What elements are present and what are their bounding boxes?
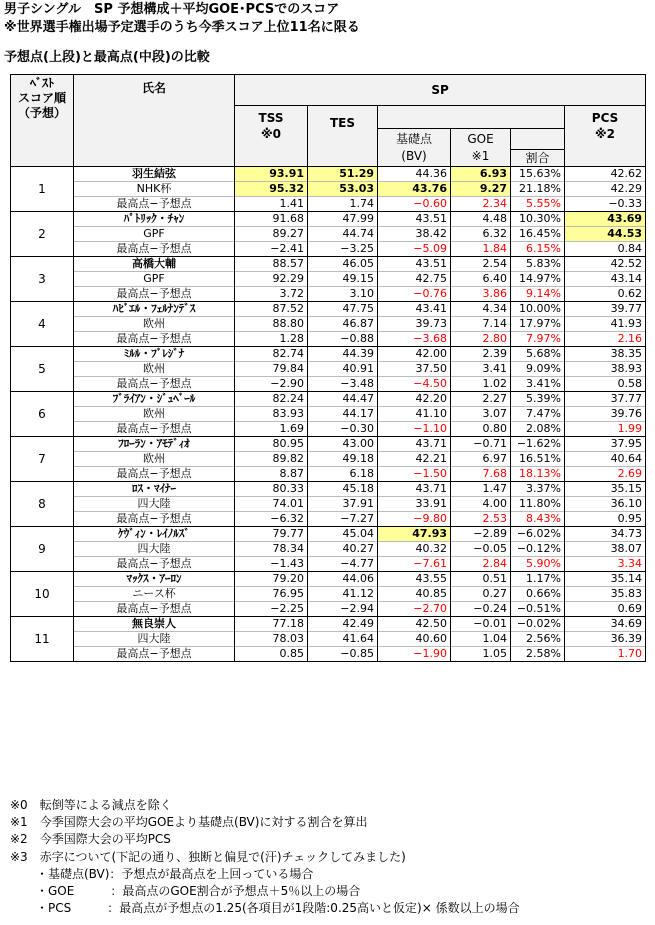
diff-value: 6.18: [308, 467, 378, 482]
pred-value: 5.39%: [511, 392, 565, 407]
diff-value: 3.41%: [511, 377, 565, 392]
table-row: [11, 407, 646, 422]
best-value: −0.12%: [511, 542, 565, 557]
bv-header: 基礎点 (BV): [378, 129, 451, 167]
diff-label: 最高点−予想点: [74, 242, 235, 257]
best-value: 40.91: [308, 362, 378, 377]
best-value: 6.40: [451, 272, 511, 287]
best-event: GPF: [74, 227, 235, 242]
diff-value: −0.85: [308, 647, 378, 662]
table-row: [11, 167, 646, 182]
pred-value: −2.89: [451, 527, 511, 542]
diff-label: 最高点−予想点: [74, 647, 235, 662]
table-row: [11, 587, 646, 602]
pred-value: 43.55: [378, 572, 451, 587]
diff-value: −1.50: [378, 467, 451, 482]
pcs-header: PCS ※2: [565, 106, 646, 167]
best-value: 16.45%: [511, 227, 565, 242]
diff-value: 2.84: [451, 557, 511, 572]
skater-name: 無良崇人: [74, 617, 235, 632]
pred-value: 6.93: [451, 167, 511, 182]
diff-value: −0.60: [378, 197, 451, 212]
pred-value: 79.20: [235, 572, 308, 587]
rank-cell: 2: [11, 212, 74, 257]
pred-value: 82.74: [235, 347, 308, 362]
rank-cell: 6: [11, 392, 74, 437]
pred-value: 87.52: [235, 302, 308, 317]
diff-value: −4.50: [378, 377, 451, 392]
best-value: 40.27: [308, 542, 378, 557]
diff-label: 最高点−予想点: [74, 332, 235, 347]
pred-value: 45.04: [308, 527, 378, 542]
pred-value: 42.49: [308, 617, 378, 632]
best-value: 33.91: [378, 497, 451, 512]
best-event: ニース杯: [74, 587, 235, 602]
diff-value: 8.87: [235, 467, 308, 482]
pred-value: 1.17%: [511, 572, 565, 587]
best-value: 49.18: [308, 452, 378, 467]
pred-value: 47.93: [378, 527, 451, 542]
best-value: 92.29: [235, 272, 308, 287]
pred-value: 38.35: [565, 347, 646, 362]
pred-value: 43.51: [378, 212, 451, 227]
best-value: 21.18%: [511, 182, 565, 197]
best-value: 7.47%: [511, 407, 565, 422]
pred-value: 5.83%: [511, 257, 565, 272]
best-value: 1.04: [451, 632, 511, 647]
best-value: 7.14: [451, 317, 511, 332]
skater-name: 高橋大輔: [74, 257, 235, 272]
pred-value: 46.05: [308, 257, 378, 272]
skater-name: ﾌﾛｰﾗﾝ・ｱﾓﾃﾞｨｵ: [74, 437, 235, 452]
pred-value: 42.62: [565, 167, 646, 182]
skater-name: ﾏｯｸｽ・ｱｰﾛﾝ: [74, 572, 235, 587]
best-value: 42.75: [378, 272, 451, 287]
diff-value: 3.72: [235, 287, 308, 302]
table-row: [11, 467, 646, 482]
diff-value: 0.58: [565, 377, 646, 392]
pred-value: −6.02%: [511, 527, 565, 542]
best-value: 4.00: [451, 497, 511, 512]
rank-cell: 11: [11, 617, 74, 662]
best-event: GPF: [74, 272, 235, 287]
table-caption: 予想点(上段)と最高点(中段)の比較: [4, 50, 210, 65]
diff-value: 2.53: [451, 512, 511, 527]
best-value: 38.42: [378, 227, 451, 242]
table-row: [11, 632, 646, 647]
diff-value: 1.70: [565, 647, 646, 662]
diff-value: −0.88: [308, 332, 378, 347]
pred-value: 51.29: [308, 167, 378, 182]
best-event: 欧州: [74, 407, 235, 422]
best-value: 53.03: [308, 182, 378, 197]
rank-cell: 3: [11, 257, 74, 302]
best-value: 35.83: [565, 587, 646, 602]
best-value: 3.07: [451, 407, 511, 422]
tes-header: TES: [308, 106, 378, 167]
rank-cell: 7: [11, 437, 74, 482]
best-value: 78.34: [235, 542, 308, 557]
diff-value: −0.30: [308, 422, 378, 437]
diff-value: 0.62: [565, 287, 646, 302]
table-row: [11, 572, 646, 587]
best-value: 44.53: [565, 227, 646, 242]
diff-label: 最高点−予想点: [74, 602, 235, 617]
pred-value: 44.39: [308, 347, 378, 362]
pred-value: 34.73: [565, 527, 646, 542]
note-0: ※0 転倒等による減点を除く: [10, 798, 172, 812]
pred-value: 2.39: [451, 347, 511, 362]
diff-value: −2.90: [235, 377, 308, 392]
best-value: 40.85: [378, 587, 451, 602]
pred-value: 35.14: [565, 572, 646, 587]
pred-value: 88.57: [235, 257, 308, 272]
diff-value: −3.25: [308, 242, 378, 257]
diff-label: 最高点−予想点: [74, 422, 235, 437]
score-table: [10, 74, 646, 662]
skater-name: ﾛｽ・ﾏｲﾅｰ: [74, 482, 235, 497]
best-value: 38.93: [565, 362, 646, 377]
diff-label: 最高点−予想点: [74, 467, 235, 482]
best-event: 四大陸: [74, 632, 235, 647]
pred-value: 47.75: [308, 302, 378, 317]
table-row: [11, 497, 646, 512]
table-row: [11, 317, 646, 332]
best-event: 四大陸: [74, 542, 235, 557]
diff-value: 7.68: [451, 467, 511, 482]
diff-value: −0.76: [378, 287, 451, 302]
pred-value: 1.47: [451, 482, 511, 497]
best-value: 43.14: [565, 272, 646, 287]
best-value: 40.64: [565, 452, 646, 467]
pred-value: 42.50: [378, 617, 451, 632]
best-value: 16.51%: [511, 452, 565, 467]
ratio-top-header: [511, 129, 565, 150]
best-value: −0.05: [451, 542, 511, 557]
diff-value: −4.77: [308, 557, 378, 572]
table-row: [11, 482, 646, 497]
diff-value: 3.10: [308, 287, 378, 302]
best-value: 0.66%: [511, 587, 565, 602]
diff-value: 9.14%: [511, 287, 565, 302]
diff-value: −2.70: [378, 602, 451, 617]
diff-value: −2.94: [308, 602, 378, 617]
diff-value: 1.84: [451, 242, 511, 257]
table-row: [11, 422, 646, 437]
diff-label: 最高点−予想点: [74, 557, 235, 572]
pred-value: 42.00: [378, 347, 451, 362]
best-value: 11.80%: [511, 497, 565, 512]
diff-value: 2.80: [451, 332, 511, 347]
skater-name: ﾊﾟﾄﾘｯｸ・ﾁｬﾝ: [74, 212, 235, 227]
note-3: ※3 赤字について(下記の通り、独断と偏見で(汗)チェックしてみました): [10, 850, 406, 864]
pred-value: 5.68%: [511, 347, 565, 362]
pred-value: −0.02%: [511, 617, 565, 632]
pred-value: −1.62%: [511, 437, 565, 452]
diff-value: 8.43%: [511, 512, 565, 527]
diff-value: 0.85: [235, 647, 308, 662]
pred-value: 0.51: [451, 572, 511, 587]
rank-cell: 8: [11, 482, 74, 527]
best-value: 46.87: [308, 317, 378, 332]
diff-value: −2.41: [235, 242, 308, 257]
best-value: 42.21: [378, 452, 451, 467]
best-event: NHK杯: [74, 182, 235, 197]
pred-value: 2.54: [451, 257, 511, 272]
diff-value: −1.90: [378, 647, 451, 662]
pred-value: 47.99: [308, 212, 378, 227]
best-value: 41.93: [565, 317, 646, 332]
diff-value: −7.27: [308, 512, 378, 527]
skater-name: 羽生結弦: [74, 167, 235, 182]
diff-label: 最高点−予想点: [74, 512, 235, 527]
diff-value: 1.74: [308, 197, 378, 212]
diff-value: −0.33: [565, 197, 646, 212]
table-row: [11, 557, 646, 572]
tss-header: TSS ※0: [235, 106, 308, 167]
table-row: [11, 362, 646, 377]
sp-header: SP: [235, 75, 646, 106]
best-value: 41.12: [308, 587, 378, 602]
ratio-header: 割合: [511, 150, 565, 167]
pred-value: 15.63%: [511, 167, 565, 182]
best-value: 43.76: [378, 182, 451, 197]
best-value: 37.91: [308, 497, 378, 512]
skater-name: ﾊﾋﾞｴﾙ・ﾌｪﾙﾅﾝﾃﾞｽ: [74, 302, 235, 317]
diff-value: 6.15%: [511, 242, 565, 257]
best-value: 88.80: [235, 317, 308, 332]
table-row: [11, 452, 646, 467]
pred-value: 43.51: [378, 257, 451, 272]
pred-value: 2.27: [451, 392, 511, 407]
pred-value: 77.18: [235, 617, 308, 632]
pred-value: 45.18: [308, 482, 378, 497]
diff-label: 最高点−予想点: [74, 377, 235, 392]
best-value: 89.27: [235, 227, 308, 242]
table-row: [11, 257, 646, 272]
best-value: 37.50: [378, 362, 451, 377]
best-value: 39.73: [378, 317, 451, 332]
pred-value: 44.36: [378, 167, 451, 182]
rank-cell: 9: [11, 527, 74, 572]
pred-value: 80.95: [235, 437, 308, 452]
diff-value: 2.34: [451, 197, 511, 212]
table-row: [11, 602, 646, 617]
best-value: 41.64: [308, 632, 378, 647]
best-value: 49.15: [308, 272, 378, 287]
skater-name: ﾌﾞﾗｲｱﾝ・ｼﾞｭﾍﾞｰﾙ: [74, 392, 235, 407]
diff-value: 0.84: [565, 242, 646, 257]
best-value: 78.03: [235, 632, 308, 647]
table-row: [11, 302, 646, 317]
diff-value: 0.95: [565, 512, 646, 527]
pred-value: 80.33: [235, 482, 308, 497]
pred-value: 93.91: [235, 167, 308, 182]
pred-value: −0.01: [451, 617, 511, 632]
pred-value: 10.00%: [511, 302, 565, 317]
table-row: [11, 647, 646, 662]
best-value: 17.97%: [511, 317, 565, 332]
rank-cell: 5: [11, 347, 74, 392]
rank-cell: 10: [11, 572, 74, 617]
diff-value: −6.32: [235, 512, 308, 527]
note-2: ※2 今季国際大会の平均PCS: [10, 832, 171, 846]
pred-value: 44.06: [308, 572, 378, 587]
diff-value: −5.09: [378, 242, 451, 257]
pred-value: 79.77: [235, 527, 308, 542]
best-value: 38.07: [565, 542, 646, 557]
skater-name: ｹｳﾞｨﾝ・ﾚｲﾉﾙｽﾞ: [74, 527, 235, 542]
best-value: 42.29: [565, 182, 646, 197]
diff-label: 最高点−予想点: [74, 197, 235, 212]
best-value: 36.10: [565, 497, 646, 512]
best-event: 欧州: [74, 452, 235, 467]
diff-value: −1.43: [235, 557, 308, 572]
rank-cell: 1: [11, 167, 74, 212]
best-value: 40.60: [378, 632, 451, 647]
blank-header: [378, 106, 565, 129]
best-value: 14.97%: [511, 272, 565, 287]
best-value: 40.32: [378, 542, 451, 557]
diff-value: 3.86: [451, 287, 511, 302]
diff-value: −1.10: [378, 422, 451, 437]
skater-name: ﾐﾙﾙ・ﾌﾞﾚｼﾞﾅ: [74, 347, 235, 362]
diff-value: −0.51%: [511, 602, 565, 617]
diff-value: −9.80: [378, 512, 451, 527]
pred-value: 39.77: [565, 302, 646, 317]
note-4: ・基礎点(BV)：予想点が最高点を上回っている場合: [36, 867, 314, 881]
diff-value: 2.16: [565, 332, 646, 347]
table-body: [11, 167, 646, 662]
best-value: 79.84: [235, 362, 308, 377]
best-value: 6.32: [451, 227, 511, 242]
table-row: [11, 287, 646, 302]
diff-value: 0.80: [451, 422, 511, 437]
diff-value: 1.99: [565, 422, 646, 437]
best-event: 欧州: [74, 362, 235, 377]
table-row: [11, 437, 646, 452]
diff-value: 1.28: [235, 332, 308, 347]
page-title: 男子シングル SP 予想構成＋平均GOE･PCSでのスコア: [4, 2, 340, 17]
best-value: 44.74: [308, 227, 378, 242]
pred-value: 37.95: [565, 437, 646, 452]
diff-value: −7.61: [378, 557, 451, 572]
best-value: 44.17: [308, 407, 378, 422]
diff-value: 0.69: [565, 602, 646, 617]
diff-value: 1.69: [235, 422, 308, 437]
table-row: [11, 512, 646, 527]
best-value: 76.95: [235, 587, 308, 602]
diff-value: 2.08%: [511, 422, 565, 437]
diff-value: 2.58%: [511, 647, 565, 662]
best-value: 39.76: [565, 407, 646, 422]
best-value: 74.01: [235, 497, 308, 512]
pred-value: 43.71: [378, 437, 451, 452]
goe-header: GOE ※1: [451, 129, 511, 167]
rank-cell: 4: [11, 302, 74, 347]
diff-value: −2.25: [235, 602, 308, 617]
note-5: ・GOE ：最高点のGOE割合が予想点＋5％以上の場合: [36, 884, 361, 898]
table-row: [11, 272, 646, 287]
pred-value: 91.68: [235, 212, 308, 227]
best-value: 95.32: [235, 182, 308, 197]
diff-value: 7.97%: [511, 332, 565, 347]
pred-value: 42.20: [378, 392, 451, 407]
note-6: ・PCS ：最高点が予想点の1.25(各項目が1段階:0.25高いと仮定)× 係数以上の場合: [36, 901, 520, 915]
table-row: [11, 227, 646, 242]
best-value: 89.82: [235, 452, 308, 467]
diff-value: 2.69: [565, 467, 646, 482]
pred-value: 43.71: [378, 482, 451, 497]
note-1: ※1 今季国際大会の平均GOEより基礎点(BV)に対する割合を算出: [10, 815, 368, 829]
table-row: [11, 527, 646, 542]
pred-value: 82.24: [235, 392, 308, 407]
pred-value: 35.15: [565, 482, 646, 497]
diff-value: 1.41: [235, 197, 308, 212]
rank-header: ﾍﾞｽﾄ スコア順 （予想）: [11, 75, 74, 167]
table-row: [11, 347, 646, 362]
best-value: 83.93: [235, 407, 308, 422]
pred-value: 34.69: [565, 617, 646, 632]
pred-value: 43.41: [378, 302, 451, 317]
pred-value: 42.52: [565, 257, 646, 272]
diff-value: 18.13%: [511, 467, 565, 482]
pred-value: 44.47: [308, 392, 378, 407]
table-row: [11, 377, 646, 392]
diff-label: 最高点−予想点: [74, 287, 235, 302]
best-value: 9.09%: [511, 362, 565, 377]
best-value: 41.10: [378, 407, 451, 422]
name-header: 氏名: [74, 75, 235, 167]
best-value: 3.41: [451, 362, 511, 377]
table-row: [11, 197, 646, 212]
pred-value: 37.77: [565, 392, 646, 407]
pred-value: 43.69: [565, 212, 646, 227]
best-value: 36.39: [565, 632, 646, 647]
pred-value: 4.48: [451, 212, 511, 227]
pred-value: −0.71: [451, 437, 511, 452]
page-subtitle: ※世界選手権出場予定選手のうち今季スコア上位11名に限る: [4, 20, 360, 35]
table-row: [11, 242, 646, 257]
best-event: 欧州: [74, 317, 235, 332]
pred-value: 3.37%: [511, 482, 565, 497]
pred-value: 43.00: [308, 437, 378, 452]
table-row: [11, 617, 646, 632]
table-row: [11, 392, 646, 407]
best-event: 四大陸: [74, 497, 235, 512]
diff-value: 1.02: [451, 377, 511, 392]
diff-value: 1.05: [451, 647, 511, 662]
table-row: [11, 542, 646, 557]
diff-value: −3.48: [308, 377, 378, 392]
table-row: [11, 182, 646, 197]
table-row: [11, 332, 646, 347]
best-value: 0.27: [451, 587, 511, 602]
pred-value: 4.34: [451, 302, 511, 317]
table-row: [11, 212, 646, 227]
best-value: 9.27: [451, 182, 511, 197]
diff-value: −3.68: [378, 332, 451, 347]
best-value: 6.97: [451, 452, 511, 467]
best-value: 2.56%: [511, 632, 565, 647]
diff-value: −0.24: [451, 602, 511, 617]
diff-value: 3.34: [565, 557, 646, 572]
diff-value: 5.55%: [511, 197, 565, 212]
diff-value: 5.90%: [511, 557, 565, 572]
pred-value: 10.30%: [511, 212, 565, 227]
